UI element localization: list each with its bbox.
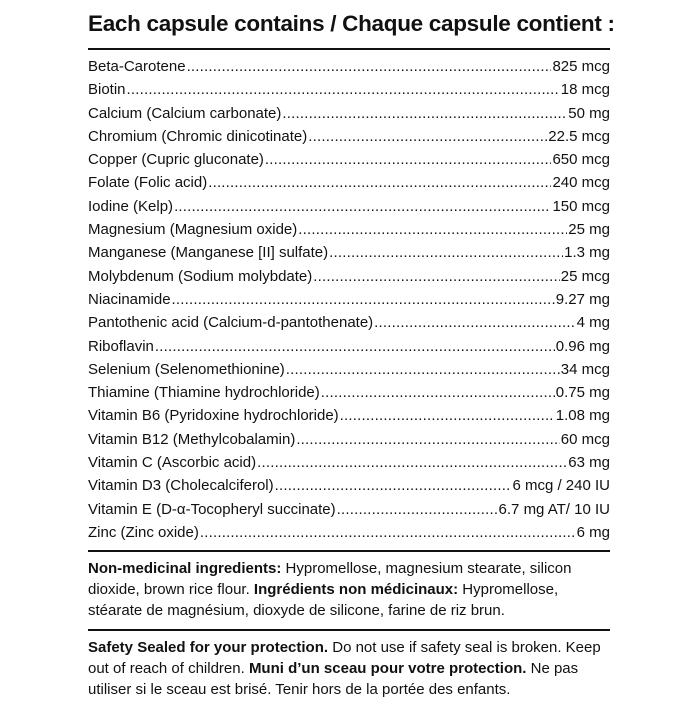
ingredient-amount: 25 mcg (560, 267, 610, 285)
ingredient-amount: 150 mcg (552, 197, 610, 215)
ingredient-row (88, 474, 610, 497)
ingredient-row (88, 102, 610, 125)
dot-leader (155, 335, 555, 358)
ingredient-row (88, 241, 610, 264)
non-medicinal-label-en: Non-medicinal ingredients: (88, 560, 282, 578)
dot-leader (313, 265, 560, 288)
ingredient-name: Vitamin B12 (Methylcobalamin) (88, 430, 296, 448)
dot-leader (208, 171, 551, 194)
ingredient-amount: 650 mcg (552, 151, 610, 169)
ingredient-name: Thiamine (Thiamine hydrochloride) (88, 384, 320, 402)
ingredient-amount: 6.7 mg AT/ 10 IU (498, 500, 610, 518)
ingredient-amount: 1.08 mg (555, 407, 610, 425)
ingredient-row (88, 171, 610, 194)
ingredient-name: Magnesium (Magnesium oxide) (88, 221, 298, 239)
non-medicinal-ingredients (88, 552, 610, 629)
ingredient-row (88, 335, 610, 358)
dot-leader (174, 195, 551, 218)
safety-text-fr: Ne pas utiliser si le sceau est brisé. Tenir hors de la portée des enfants. (88, 660, 579, 699)
supplement-facts-panel (88, 10, 615, 708)
ingredient-name: Folate (Folic acid) (88, 174, 208, 192)
dot-leader (187, 55, 552, 78)
safety-statement (88, 631, 610, 708)
ingredient-row (88, 195, 610, 218)
safety-label-fr: Muni d’un sceau pour votre protection. (248, 660, 527, 678)
ingredient-amount: 0.75 mg (555, 384, 610, 402)
ingredient-name: Manganese (Manganese [II] sulfate) (88, 244, 329, 262)
ingredient-name: Vitamin C (Ascorbic acid) (88, 454, 257, 472)
ingredient-amount: 825 mcg (552, 58, 610, 75)
dot-leader (340, 404, 555, 427)
non-medicinal-text-fr: Hypromellose, stéarate de magnésium, dioxyde de silicone, farine de riz brun. (88, 581, 559, 620)
dot-leader (282, 102, 567, 125)
ingredient-row (88, 381, 610, 404)
dot-leader (257, 451, 567, 474)
ingredient-name: Beta-Carotene (88, 58, 186, 75)
ingredient-amount: 34 mcg (560, 360, 610, 378)
ingredient-amount: 240 mcg (552, 174, 610, 192)
ingredient-amount: 6 mcg / 240 IU (512, 477, 610, 495)
dot-leader (321, 381, 555, 404)
ingredient-row (88, 428, 610, 451)
dot-leader (286, 358, 560, 381)
ingredient-row (88, 311, 610, 334)
ingredient-name: Vitamin E (D-α-Tocopheryl succinate) (88, 500, 336, 518)
ingredient-name: Copper (Cupric gluconate) (88, 151, 264, 169)
ingredient-row (88, 498, 610, 521)
ingredient-row (88, 78, 610, 101)
ingredient-amount: 9.27 mg (555, 290, 610, 308)
ingredient-list (88, 50, 610, 550)
ingredient-name: Iodine (Kelp) (88, 197, 174, 215)
dot-leader (127, 78, 560, 101)
ingredient-amount: 63 mg (568, 454, 610, 472)
ingredient-name: Calcium (Calcium carbonate) (88, 104, 282, 122)
ingredient-name: Vitamin B6 (Pyridoxine hydrochloride) (88, 407, 339, 425)
ingredient-name: Biotin (88, 81, 126, 99)
dot-leader (329, 241, 563, 264)
ingredient-name: Riboflavin (88, 337, 154, 355)
ingredient-row (88, 148, 610, 171)
ingredient-name: Molybdenum (Sodium molybdate) (88, 267, 313, 285)
dot-leader (374, 311, 575, 334)
ingredient-row (88, 358, 610, 381)
ingredient-amount: 1.3 mg (564, 244, 610, 262)
ingredient-amount: 25 mg (568, 221, 610, 239)
dot-leader (275, 474, 512, 497)
ingredient-amount: 22.5 mcg (548, 127, 610, 145)
ingredient-amount: 6 mg (576, 523, 610, 541)
ingredient-name: Vitamin D3 (Cholecalciferol) (88, 477, 274, 495)
dot-leader (265, 148, 552, 171)
non-medicinal-label-fr: Ingrédients non médicinaux: (253, 581, 459, 599)
ingredient-row (88, 404, 610, 427)
panel-heading: Each capsule contains / Chaque capsule contient : (88, 11, 615, 36)
ingredient-row (88, 288, 610, 311)
ingredient-amount: 4 mg (576, 314, 610, 332)
ingredient-row (88, 521, 610, 544)
dot-leader (172, 288, 555, 311)
safety-label-en: Safety Sealed for your protection. (88, 639, 329, 657)
ingredient-amount: 50 mg (568, 104, 610, 122)
ingredient-name: Selenium (Selenomethionine) (88, 360, 285, 378)
dot-leader (200, 521, 576, 544)
safety-text-en: Do not use if safety seal is broken. Keep out of reach of children. (88, 639, 601, 678)
ingredient-row (88, 55, 610, 78)
dot-leader (298, 218, 567, 241)
ingredient-amount: 0.96 mg (555, 337, 610, 355)
dot-leader (308, 125, 547, 148)
ingredient-name: Pantothenic acid (Calcium-d-pantothenate) (88, 314, 374, 332)
ingredient-name: Zinc (Zinc oxide) (88, 523, 199, 541)
ingredient-row (88, 125, 610, 148)
ingredient-name: Niacinamide (88, 290, 171, 308)
ingredient-amount: 60 mcg (560, 430, 610, 448)
dot-leader (337, 498, 498, 521)
non-medicinal-text-en: Hypromellose, magnesium stearate, silicon dioxide, brown rice flour. (88, 560, 572, 599)
ingredient-name: Chromium (Chromic dinicotinate) (88, 127, 308, 145)
ingredient-row (88, 451, 610, 474)
dot-leader (296, 428, 559, 451)
ingredient-amount: 18 mcg (560, 81, 610, 99)
ingredient-row (88, 218, 610, 241)
ingredient-row (88, 265, 610, 288)
